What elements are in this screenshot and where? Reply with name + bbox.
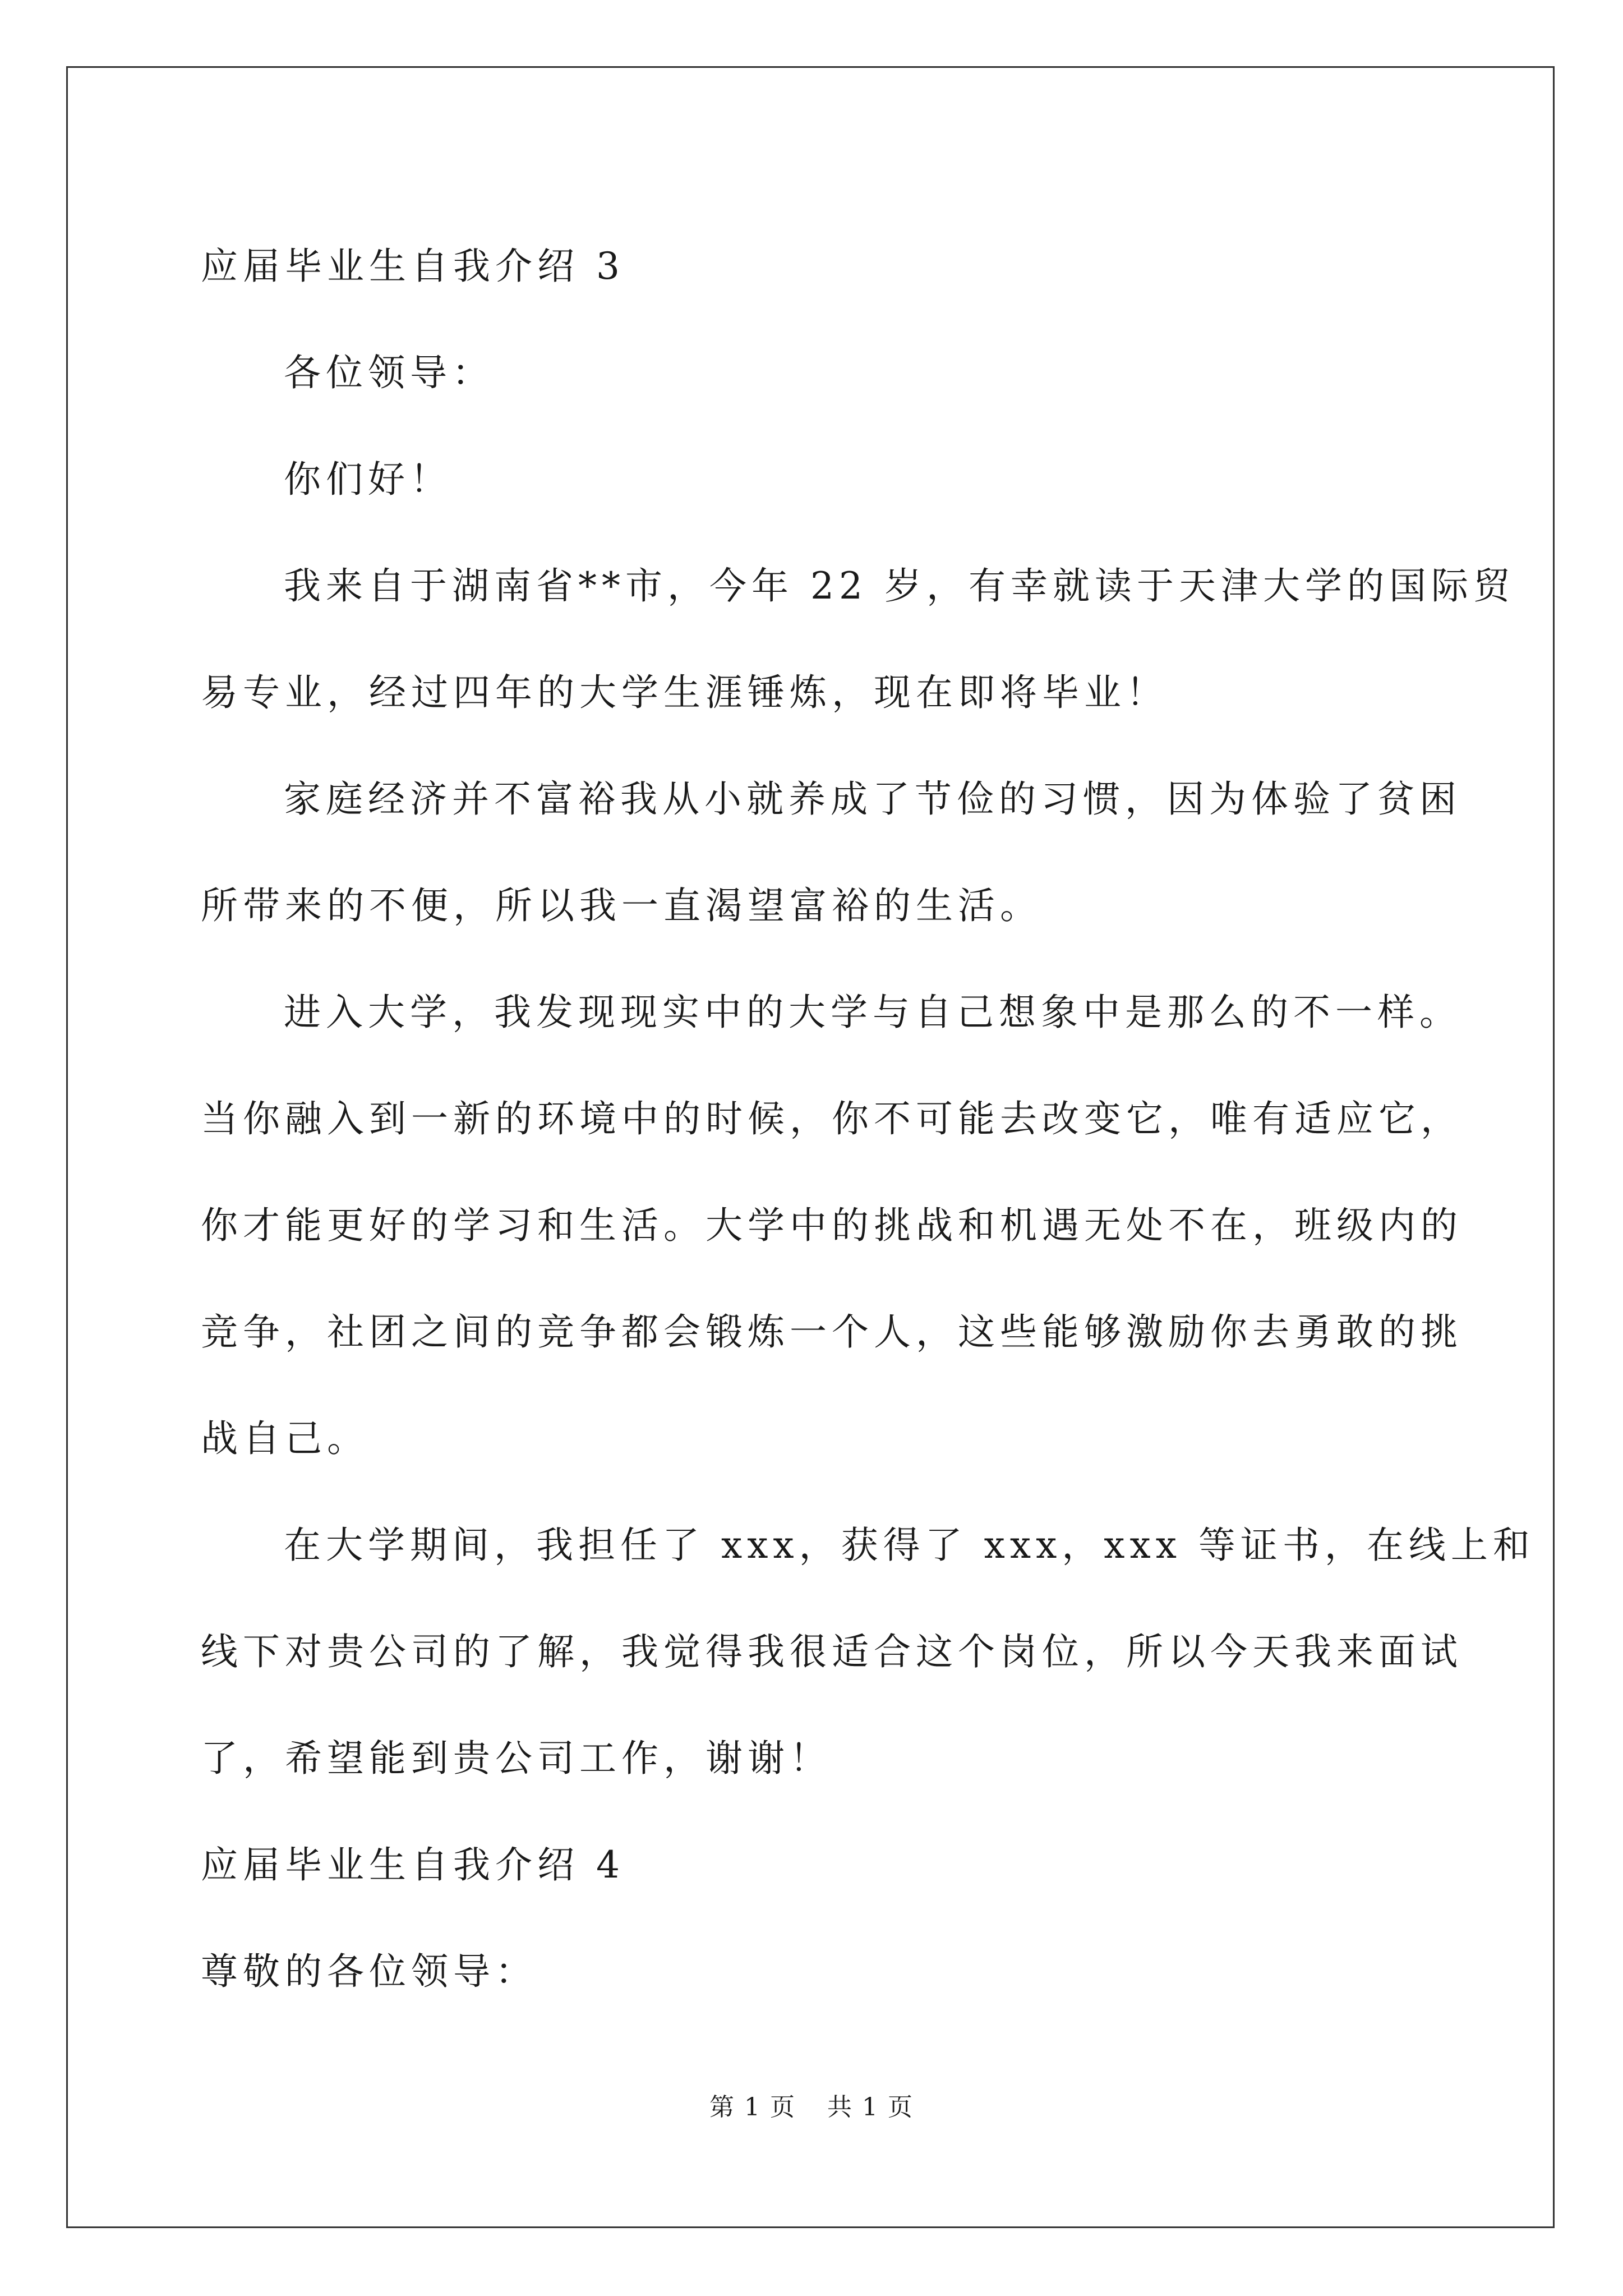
paragraph-line: 我来自于湖南省**市，今年 22 岁，有幸就读于天津大学的国际贸: [284, 564, 1515, 608]
paragraph-line: 竞争，社团之间的竞争都会锻炼一个人，这些能够激励你去勇敢的挑: [201, 1310, 1463, 1354]
paragraph-line: 在大学期间，我担任了 xxx，获得了 xxx，xxx 等证书，在线上和: [284, 1524, 1535, 1567]
paragraph-line: 当你融入到一新的环境中的时候，你不可能去改变它，唯有适应它，: [201, 1097, 1463, 1140]
paragraph-line: 易专业，经过四年的大学生涯锤炼，现在即将毕业！: [201, 671, 1168, 714]
page-number: 第 1 页: [709, 2093, 796, 2122]
salutation: 尊敬的各位领导：: [201, 1950, 537, 1993]
paragraph-line: 战自己。: [201, 1417, 369, 1460]
salutation: 各位领导：: [284, 351, 494, 394]
paragraph-line: 线下对贵公司的了解，我觉得我很适合这个岗位，所以今天我来面试: [201, 1630, 1463, 1673]
section-heading: 应届毕业生自我介绍 4: [201, 1843, 625, 1887]
paragraph-line: 了，希望能到贵公司工作，谢谢！: [201, 1737, 832, 1780]
section-heading: 应届毕业生自我介绍 3: [201, 245, 625, 288]
document-body: [201, 213, 1535, 2025]
paragraph-line: 家庭经济并不富裕我从小就养成了节俭的习惯，因为体验了贫困: [284, 777, 1461, 821]
greeting: 你们好！: [284, 458, 452, 501]
paragraph-line: 所带来的不便，所以我一直渴望富裕的生活。: [201, 884, 1042, 927]
paragraph-line: 你才能更好的学习和生活。大学中的挑战和机遇无处不在，班级内的: [201, 1204, 1463, 1247]
page-total: 共 1 页: [827, 2093, 914, 2122]
paragraph-line: 进入大学，我发现现实中的大学与自己想象中是那么的不一样。: [284, 991, 1461, 1034]
page-footer: [0, 2087, 1623, 2123]
